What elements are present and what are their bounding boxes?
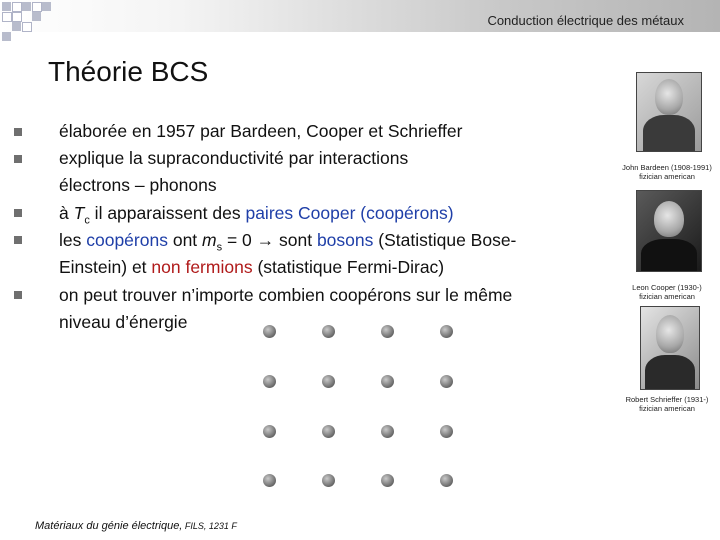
particle-dot	[381, 425, 394, 438]
bullet-3-text	[59, 202, 454, 232]
bullet-marker	[14, 236, 22, 244]
schrieffer-name: Robert Schrieffer (1931-)	[625, 395, 709, 404]
bullet-marker	[14, 155, 22, 163]
cooper-pairs-highlight: paires Cooper (coopérons)	[245, 203, 454, 223]
particle-dot	[381, 375, 394, 388]
footer-sub: FILS, 1231 F	[182, 521, 237, 531]
bullet-4-line-2	[59, 256, 444, 278]
cooper-photo	[636, 190, 702, 272]
tc-subscript: c	[84, 214, 90, 227]
particle-dot	[440, 425, 453, 438]
particle-dot	[381, 474, 394, 487]
ms-subscript: s	[216, 241, 223, 254]
particle-dot	[322, 375, 335, 388]
bullet-4-line-1	[59, 229, 516, 259]
schrieffer-caption	[612, 395, 720, 413]
bullet-3-middle: il apparaissent des	[89, 203, 246, 223]
tc-symbol: T	[73, 203, 85, 223]
particle-dot	[440, 325, 453, 338]
bullet-4-line-2-prefix: Einstein) et	[59, 257, 152, 277]
bullet-4-line-2-end: (statistique Fermi-Dirac)	[252, 257, 445, 277]
non-fermions-highlight: non fermions	[151, 257, 253, 277]
bullet-marker	[14, 128, 22, 136]
bullet-marker	[14, 209, 22, 217]
particle-dot	[263, 325, 276, 338]
bullet-2-line-1: explique la supraconductivité par interactions	[59, 148, 409, 168]
bullet-4-end: (Statistique Bose-	[373, 230, 517, 250]
bardeen-name: John Bardeen (1908-1991)	[622, 163, 712, 172]
slide-title: Théorie BCS	[48, 56, 209, 87]
schrieffer-photo	[640, 306, 700, 390]
schrieffer-role: fizician american	[639, 404, 695, 413]
bullet-2-line-2: électrons – phonons	[59, 175, 217, 195]
cooper-caption	[612, 283, 720, 301]
ms-symbol: m	[202, 230, 217, 250]
bullet-1-text: élaborée en 1957 par Bardeen, Cooper et Schrieffer	[59, 121, 463, 141]
bullet-3-prefix: à	[59, 203, 74, 223]
cooper-name: Leon Cooper (1930-)	[632, 283, 702, 292]
particle-dot	[440, 375, 453, 388]
bullet-4-middle-1: ont	[167, 230, 203, 250]
footer-main: Matériaux du génie électrique,	[35, 520, 183, 532]
particle-dot	[322, 325, 335, 338]
header-title: Conduction électrique des métaux	[487, 13, 684, 28]
particle-dot	[263, 474, 276, 487]
bullet-5-line-1: on peut trouver n’importe combien coopérons sur le même	[59, 285, 513, 305]
cooperons-highlight: coopérons	[86, 230, 168, 250]
bardeen-photo	[636, 72, 702, 152]
bullet-4-prefix: les	[59, 230, 87, 250]
bullet-5-line-2: niveau d’énergie	[59, 312, 188, 332]
particle-dot	[322, 425, 335, 438]
bullet-marker	[14, 291, 22, 299]
bosons-highlight: bosons	[316, 230, 374, 250]
particle-dot	[440, 474, 453, 487]
footer-text	[35, 520, 237, 532]
particle-dot	[263, 375, 276, 388]
bullet-4-middle-2: = 0 → sont	[222, 230, 317, 250]
bardeen-role: fizician american	[639, 172, 695, 181]
particle-dot	[322, 474, 335, 487]
particle-dot	[263, 425, 276, 438]
particle-dot	[381, 325, 394, 338]
cooper-role: fizician american	[639, 292, 695, 301]
bardeen-caption	[612, 163, 720, 181]
